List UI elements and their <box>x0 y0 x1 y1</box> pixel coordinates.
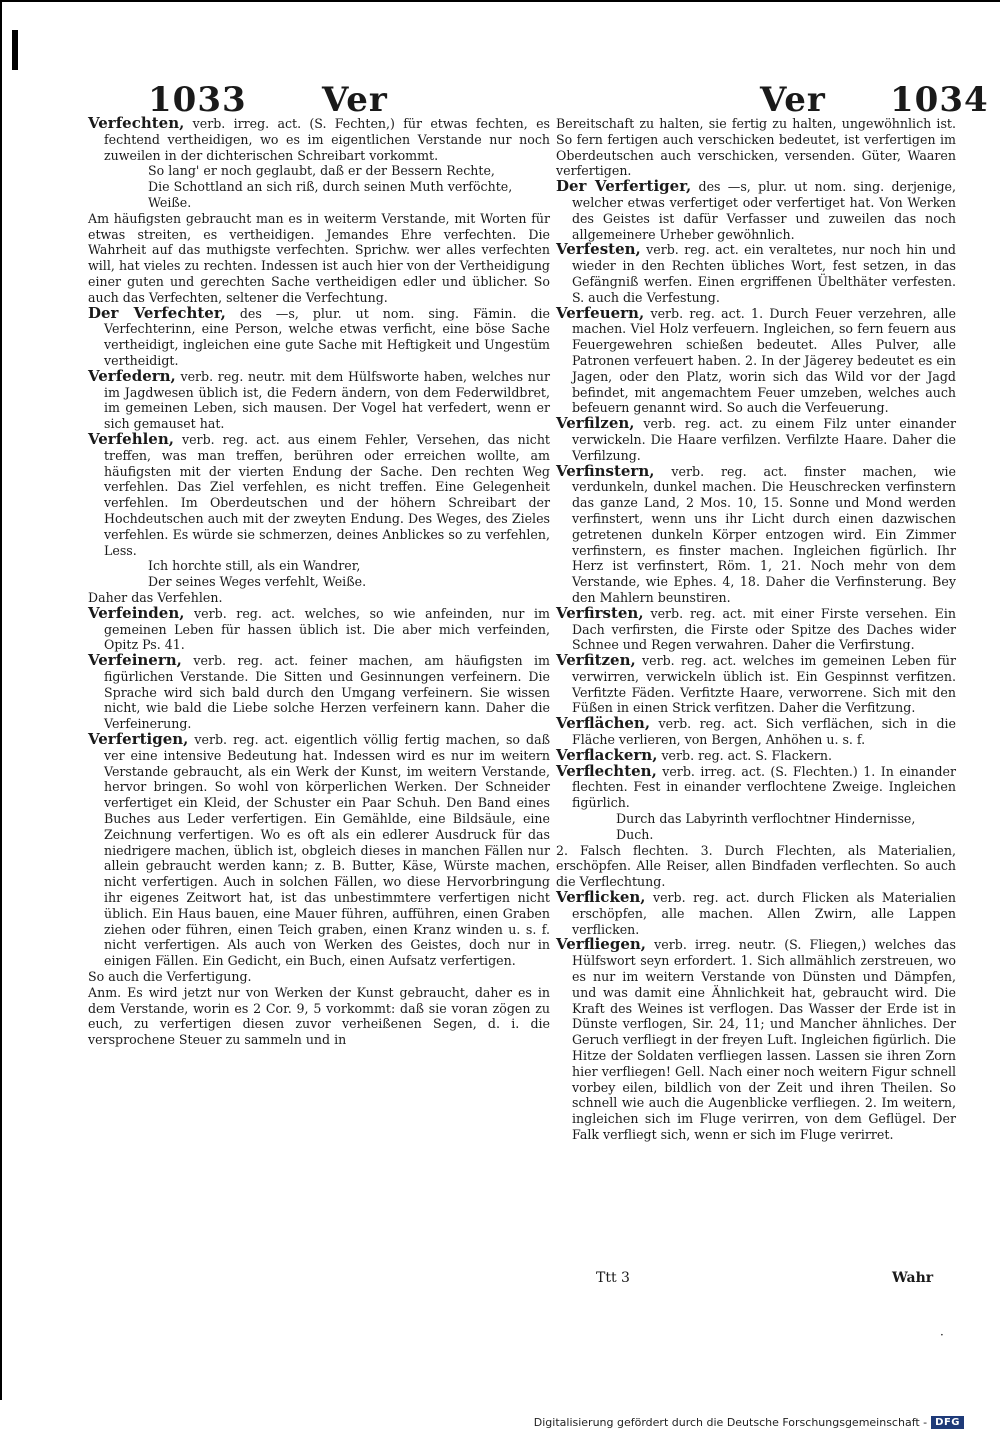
entry-text: verb. reg. act. eigentlich völlig fertig machen, so daß ver eine intensive Bedeutung hat. Indessen wird es nur im weitern Verstande gebraucht, als ein Werk der Kunst, im weitern Verstande, hervor bringen. So wohl von körperlichen Werken. Der Schneider verfertiget ein Kleid, der Schuster ein Paar Schuh. Den Band eines Buches aus Leder verfertigen. Ein Gemählde, eine Bildsäule, eine Zeichnung verfertigen. Wo es oft als ein edlerer Ausdruck für das niedrigere machen, üblich ist, obgleich dieses in manchen Fällen nur allein gebraucht werden kann; z. B. Butter, Käse, Würste machen, nicht verfertigen. Auch in solchen Fällen, wo diese Hervorbringung ihr eigenes Zeitwort hat, ist das unbestimmtere verfertigen nicht üblich. Ein Haus bauen, eine Mauer führen, aufführen, einen Graben ziehen oder führen, einen Teich graben, einen Kranz winden u. s. f. nicht verfertigen. Als auch von Werken des Geistes, doch nur in einigen Fällen. Ein Gedicht, ein Buch, einen Aufsatz verfertigen. <box>104 732 550 969</box>
entry-text: verb. reg. act. durch Flicken als Materialien erschöpfen, alle machen. Allen Zwirn, alle Lappen verflicken. <box>572 890 956 937</box>
footer-text: Digitalisierung gefördert durch die Deutsche Forschungsgemeinschaft - <box>533 1416 928 1429</box>
dictionary-entry <box>556 416 956 463</box>
headword: Verfitzen, <box>556 651 636 670</box>
dictionary-entry <box>556 890 956 937</box>
left-column <box>88 116 550 1048</box>
entry-paragraph: So auch die Verfertigung. <box>88 969 252 985</box>
headword: Verfechten, <box>88 114 185 132</box>
headword: Verflackern, <box>556 745 658 764</box>
headword: Verfeuern, <box>556 303 645 322</box>
dictionary-entry <box>556 653 956 716</box>
entry-continuation: 2. Falsch flechten. 3. Durch Flechten, als Materialien, erschöpfen. Alle Reiser, allen Bindfaden verflechten. So auch die Verflechtung. <box>556 842 956 890</box>
dictionary-entry <box>88 116 550 163</box>
headword: Verfirsten, <box>556 603 644 622</box>
headword: Verfesten, <box>556 240 641 259</box>
headword: Der Verfechter, <box>88 303 226 322</box>
headword: Verfeinern, <box>88 651 182 670</box>
verse-line: So lang' er noch geglaubt, daß er der Bessern Rechte, <box>148 163 495 179</box>
entry-text: verb. reg. act. feiner machen, am häufigsten im figürlichen Verstande. Die Sitten und Gesinnungen verfeinern. Die Sprache wird sich bald durch den Umgang verfeinern. Sie wissen nicht, wie bald die Liebe solche Herzen verfeinern kann. Daher die Verfeinerung. <box>104 653 550 732</box>
headword: Verflicken, <box>556 888 646 907</box>
entry-text: verb. reg. act. aus einem Fehler, Versehen, das nicht treffen, was man treffen, berühren oder erreichen wollte, am häufigsten mit der vierten Endung der Sache. Den rechten Weg verfehlen. Das Ziel verfehlen, es nicht treffen. Eine Gelegenheit verfehlen. Im Oberdeutschen und der höhern Schreibart der Hochdeutschen auch mit der zweyten Endung. Des Weges, des Zieles verfehlen. Es würde sie schmerzen, deines Anblickes so zu verfehlen, Less. <box>104 431 550 558</box>
entry-paragraph: Anm. Es wird jetzt nur von Werken der Kunst gebraucht, daher es in dem Verstande, worin es 2 Cor. 9, 5 vorkommt: daß sie voran zögen zu euch, zu verfertigen diesen zuvor verheißenen Segen, d. i. die versprochene Steuer zu sammeln und in <box>88 984 550 1048</box>
dictionary-entry <box>88 732 550 969</box>
footer <box>534 1416 964 1429</box>
dictionary-entry <box>88 366 550 432</box>
margin-dot: · <box>940 1328 944 1342</box>
entry-text: verb. reg. act. ein veraltetes, nur noch hin und wieder in den Rechten übliches Wort, fest setzen, in das Gefängniß werfen. Einen ergriffenen Übelthäter verfesten. S. auch die Verfestung. <box>572 242 956 305</box>
verse-line: Der seines Weges verfehlt, Weiße. <box>148 574 367 590</box>
entry-text: verb. reg. act. 1. Durch Feuer verzehren, alle machen. Viel Holz verfeuern. Ingleichen, so fern feuern aus Feuergewehren schießen bedeutet. Alles Pulver, alle Patronen verfeuert haben. 2. In der Jägerey bedeutet es ein Jagen, oder den Platz, worin sich das Wild vor der Jagd befindet, mit angemachtem Feuer umzeben, welches auch befeuern genannt wird. So auch die Verfeuerung. <box>572 305 956 416</box>
dictionary-entry <box>556 937 956 1142</box>
entry-text: verb. irreg. act. (S. Fechten,) für etwas fechten, es fechtend vertheidigen, wo es im eigentlichen Verstande nur noch zuweilen in der dichterischen Schreibart vorkommt. <box>104 116 550 163</box>
verse-line: Durch das Labyrinth verflochtner Hindernisse, Duch. <box>616 811 916 842</box>
entry-text: verb. reg. act. zu einem Filz unter einander verwickeln. Die Haare verfilzen. Verfilzte Haare. Daher die Verfilzung. <box>572 416 956 463</box>
headword: Verflechten, <box>556 761 657 780</box>
dictionary-entry <box>556 179 956 242</box>
entry-paragraph: Daher das Verfehlen. <box>88 589 223 605</box>
entry-text: verb. reg. act. finster machen, wie verdunkeln, dunkel machen. Die Heuschrecken verfinstern das ganze Land, 2 Mos. 10, 15. Sonne und Mond werden verfinstert, wenn uns ihr Licht durch einen dazwischen getretenen dunkeln Körper entzogen wird. Ein Zimmer verfinstern, es finster machen. Ingleichen figürlich. Ihr Herz ist verfinstert, Röm. 1, 21. Noch mehr von dem Verstande, wie Ephes. 4, 18. Daher die Verfinsterung. Bey den Mahlern beunstiren. <box>572 463 956 605</box>
entry-text: des —s, plur. ut nom. sing. derjenige, welcher etwas verfertiget oder verfertiget hat. Von Werken des Geistes ist dafür Verfasser und zuweilen das noch allgemeinere Urheber gewöhnlich. <box>572 179 956 242</box>
dictionary-entry <box>556 716 956 748</box>
page-number-right: 1034 <box>890 80 989 120</box>
headword: Verfedern, <box>88 366 176 385</box>
entry-text: verb. reg. act. Sich verflächen, sich in die Fläche verlieren, von Bergen, Anhöhen u. s. f. <box>572 716 956 748</box>
verse-line: Ich horchte still, als ein Wandrer, <box>148 558 361 574</box>
headword: Verfehlen, <box>88 429 174 448</box>
headword: Der Verfertiger, <box>556 177 692 196</box>
entry-text: verb. reg. act. welches, so wie anfeinden, nur im gemeinen Leben für hassen üblich ist. Die aber mich verfeinden, Opitz Ps. 41. <box>104 605 550 653</box>
right-column <box>556 116 956 1143</box>
signature-mark: Ttt 3 <box>596 1270 630 1286</box>
page-number-left: 1033 <box>148 80 247 120</box>
headword: Verfilzen, <box>556 414 635 433</box>
entry-text: verb. reg. act. mit einer Firste versehen. Ein Dach verfirsten, die Firste oder Spitze des Daches wider Schnee und Regen verwahren. Daher die Verfirstung. <box>572 605 956 653</box>
entry-text: verb. reg. neutr. mit dem Hülfsworte haben, welches nur im Jagdwesen üblich ist, die Federn ändern, von dem Federwildbret, im gemeinen Leben, sich mausen. Der Vogel hat verfedert, wenn er sich gemauset hat. <box>104 368 550 432</box>
entry-text: des —s, plur. ut nom. sing. Fämin. die Verfechterinn, eine Person, welche etwas verficht, eine böse Sache vertheidigt, ingleichen eine gute Sache mit Heftigkeit und Ungestüm vertheidigt. <box>104 305 550 368</box>
running-head-right: Ver <box>760 80 826 120</box>
headword: Verfeinden, <box>88 603 185 622</box>
dictionary-entry <box>88 429 550 558</box>
dictionary-entry <box>556 303 956 417</box>
headword: Verfinstern, <box>556 461 655 480</box>
entry-text: verb. reg. act. S. Flackern. <box>657 747 832 763</box>
headword: Verflächen, <box>556 714 651 733</box>
dictionary-entry <box>556 761 956 811</box>
headword: Verfliegen, <box>556 935 647 954</box>
dictionary-entry <box>88 603 550 653</box>
dictionary-entry <box>88 653 550 732</box>
running-head-left: Ver <box>322 80 388 120</box>
entry-text: verb. irreg. neutr. (S. Fliegen,) welches das Hülfswort seyn erfordert. 1. Sich allmählich zerstreuen, wo es nur im weitern Verstande von Dünsten und Dämpfen, und was damit eine Ähnlichkeit hat, gebraucht wird. Die Kraft des Weines ist verflogen. Das Wasser der Erde ist in Dünste verflogen, Sir. 24, 11; und Mancher ähnliches. Der Geruch verfliegt in der freyen Luft. Ingleichen figürlich. Die Hitze der Soldaten verfliegen lassen. Lassen sie ihren Zorn hier verfliegen! Gell. Nach einer noch weitern Figur schnell vorbey eilen, bildlich von der Zeit und ihren Theilen. So schnell wie auch die Augenblicke verfliegen. 2. Im weitern, ingleichen sich im Fluge verirren, von dem Geflügel. Der Falk verfliegt sich, wenn er sich im Fluge verirret. <box>572 937 956 1142</box>
entry-text: verb. irreg. act. (S. Flechten.) 1. In einander flechten. Fest in einander verflochtene Zweige. Ingleichen figürlich. <box>572 763 956 811</box>
entry-text: verb. reg. act. welches im gemeinen Leben für verwirren, verwickeln üblich ist. Ein Gespinnst verfitzen. Verfitzte Fäden. Verfitzte Haare, verworrene. Sich mit den Füßen in einen Strick verfitzen. Daher die Verfitzung. <box>572 653 956 716</box>
entry-paragraph: Am häufigsten gebraucht man es in weiterm Verstande, mit Worten für etwas streiten, es vertheidigen. Jemandes Ehre verfechten. Die Wahrheit auf das muthigste verfechten. Sprichw. wer alles verfechten will, hat vieles zu rechten. Indessen ist auch hier von der Vertheidigung einer guten und gerechten Sache vertheidigen edler und üblicher. So auch das Verfechten, seltener die Verfechtung. <box>88 210 550 305</box>
dictionary-entry <box>556 603 956 653</box>
dfg-logo: DFG <box>931 1416 964 1429</box>
spine-mark <box>12 30 32 70</box>
verse-line: Weiße. <box>148 194 192 210</box>
catchword: Wahr <box>892 1270 934 1286</box>
dictionary-entry <box>556 242 956 305</box>
dictionary-entry <box>88 303 550 369</box>
verse-line: Die Schottland an sich riß, durch seinen Muth verföchte, <box>148 179 513 195</box>
dictionary-entry <box>556 461 956 606</box>
headword: Verfertigen, <box>88 730 189 749</box>
entry-continuation: Bereitschaft zu halten, sie fertig zu halten, ungewöhnlich ist. So fern fertigen auch verschicken bedeutet, ist verfertigen im Oberdeutschen auch verschicken, versenden. Güter, Waaren verfertigen. <box>556 116 956 179</box>
